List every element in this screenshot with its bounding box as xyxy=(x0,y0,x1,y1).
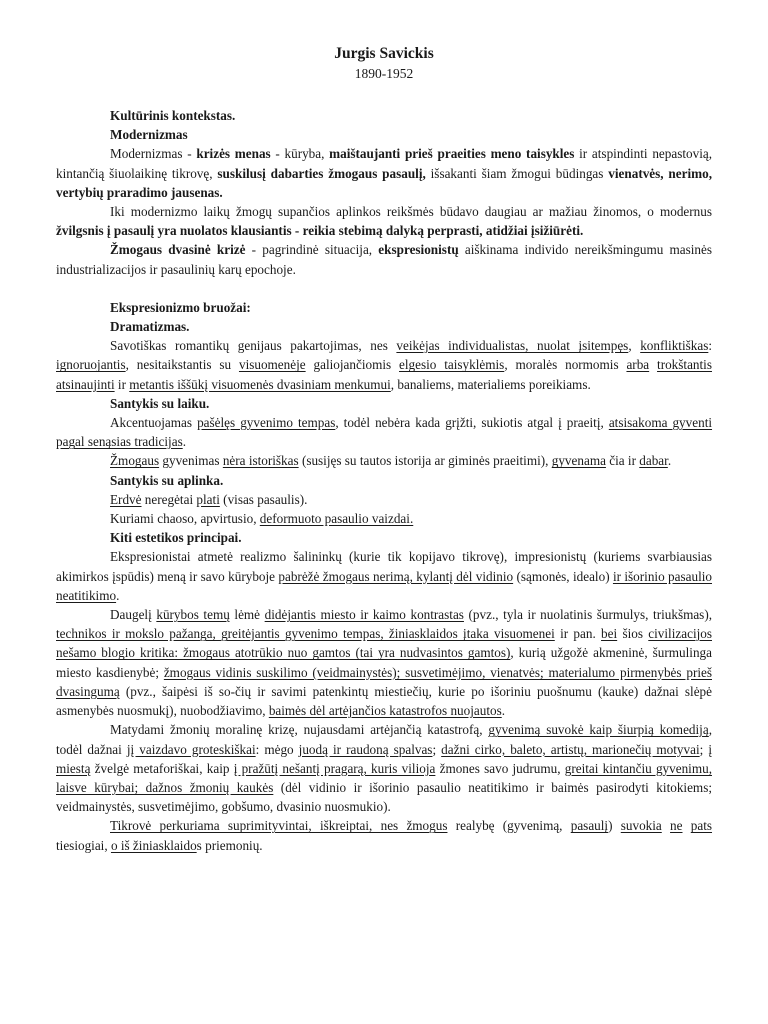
paragraph-chaos: Kuriami chaoso, apvirtusio, deformuoto pasaulio vaizdai. xyxy=(110,511,414,527)
heading-features: Ekspresionizmo bruožai: xyxy=(110,299,251,315)
heading-drama: Dramatizmas. xyxy=(110,319,190,335)
paragraph-spiritual-crisis: Žmogaus dvasinė krizė - pagrindinė situacija, ekspresionistų aiškinama individo nereikšmingumu masinės industrializacijos ir pasaulinių karų epochoje. xyxy=(56,242,712,277)
heading-environment: Santykis su aplinka. xyxy=(110,472,224,488)
paragraph-modernism-definition: Modernizmas - krizės menas - kūryba, maištaujanti prieš praeities meno taisykles ir atspindinti nepastovią, kintančią šiuolaikinę tikrovę, suskilusį dabarties žmogaus pasaulį, išsakanti šiam žmogui būdingas vienatvės, nerimo, vertybių praradimo jausenas. xyxy=(56,146,713,200)
spacer xyxy=(56,279,712,298)
heading-aesthetics: Kiti estetikos principai. xyxy=(110,530,242,546)
paragraph-tempo: Akcentuojamas pašėlęs gyvenimo tempas, todėl nebėra kada grįžti, sukiotis atgal į praeitį, atsisakoma gyventi pagal senąsias tradicijas. xyxy=(56,415,713,450)
paragraph-themes: Daugelį kūrybos temų lėmė didėjantis miesto ir kaimo kontrastas (pvz., tyla ir nuolatinis šurmulys, triukšmas), technikos ir mokslo pažanga, greitėjantis gyvenimo tempas, žiniasklaidos įtaka visuomenei ir pan. bei šios civilizacijos nešamo blogio kritika: žmogaus atotrūkio nuo gamtos (tai yra nudvasintos gamtos), kurią užgožė akmeninė, šurmulinga miesto kasdienybė; žmogaus vidinis suskilimo (veidmainystės); susvetimėjimo, vienatvės; materialumo pirmenybės prieš dvasingumą (pvz., šaipėsi iš so-čių ir savimi patenkintų miestiečių, kurie po išoriniu puošnumu (kauke) dažnai slėpė asmenybės nuosmukį), nuobodžiavimo, baimės dėl artėjančios katastrofos nuojautos. xyxy=(56,607,713,719)
paragraph-not-historical: Žmogaus gyvenimas nėra istoriškas (susijęs su tautos istorija ar giminės praeitimi), gyvenama čia ir dabar. xyxy=(110,453,672,469)
paragraph-space: Erdvė neregėtai plati (visas pasaulis). xyxy=(110,491,308,507)
heading-context: Kultūrinis kontekstas. xyxy=(110,108,236,123)
paragraph-expressionists: Ekspresionistai atmetė realizmo šalininkų (kurie tik kopijavo tikrovę), impresionistų (kuriems svarbiausias akimirkos įspūdis) meną ir savo kūryboje pabrėžė žmogaus nerimą, kylantį dėl vidinio (sąmonės, idealo) ir išorinio pasaulio neatitikimo. xyxy=(56,549,712,603)
paragraph-grotesque: Matydami žmonių moralinę krizę, nujausdami artėjančią katastrofą, gyvenimą suvokė kaip šiurpią komediją, todėl dažnai jį vaizdavo groteskiškai: mėgo juodą ir raudoną spalvas; dažni cirko, baleto, artistų, marionečių motyvai; į miestą žvelgė metaforiškai, kaip į pražūtį nešantį pragarą, kuris vilioja žmones savo judrumu, greitai kintančiu gyvenimu, laisve kūrybai; dažnos žmonių kaukės (dėl vidinio ir išorinio pasaulio neatitikimo ir baimės pasirodyti kitokiems; veidmainystės, susvetimėjimo, gobšumo, dvasinio nuosmukio). xyxy=(56,722,713,815)
author-title: Jurgis Savickis xyxy=(334,45,434,62)
paragraph-modern-view: Iki modernizmo laikų žmogų supančios aplinkos reikšmės būdavo daugiau ar mažiau žinomos, o modernus žvilgsnis į pasaulį yra nuolatos klausiantis - reikia stebimą dalyką perprasti, atidžiai įsižiūrėti. xyxy=(56,204,712,239)
author-years: 1890-1952 xyxy=(354,66,414,81)
heading-time: Santykis su laiku. xyxy=(110,395,210,411)
heading-modernism: Modernizmas xyxy=(110,127,188,143)
paragraph-drama: Savotiškas romantikų genijaus pakartojimas, nes veikėjas individualistas, nuolat įsitempęs, konfliktiškas: ignoruojantis, nesitaikstantis su visuomenėje galiojančiomis elgesio taisyklėmis, moralės normomis arba trokštantis atsinaujinti ir metantis iššūkį visuomenės dvasiniam menkumui, banaliems, materialiems poreikiams. xyxy=(56,338,713,392)
paragraph-reality: Tikrovė perkuriama suprimityvintai, iškreiptai, nes žmogus realybę (gyvenimą, pasaulį) suvokia ne pats tiesiogiai, o iš žiniasklaidos priemonių. xyxy=(56,818,713,853)
